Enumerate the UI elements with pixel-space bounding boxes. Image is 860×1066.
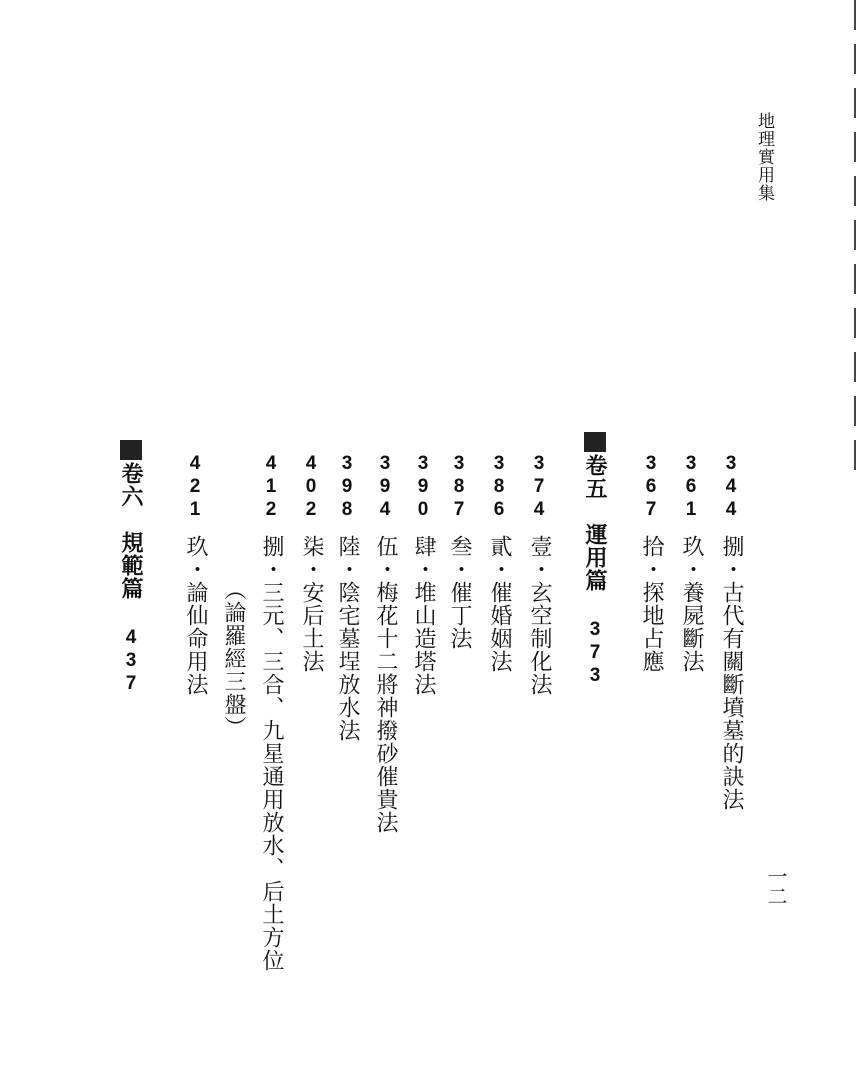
toc-entry[interactable]	[638, 452, 664, 673]
entry-page-number: 4 2 1	[189, 453, 201, 520]
running-header: 地理實用集	[754, 112, 774, 202]
entry-title: 柒・安后土法	[299, 535, 324, 673]
entry-title: 拾・探地占應	[639, 535, 664, 673]
entry-title: 捌・三元、三合、九星通用放水、后土方位	[259, 535, 284, 972]
toc-entry[interactable]	[410, 452, 436, 696]
page-edge	[854, 0, 856, 470]
volume-page-number: 3 7 3	[589, 619, 601, 686]
volume-marker-icon	[120, 440, 142, 460]
toc-entry[interactable]	[446, 452, 472, 650]
volume-marker-icon	[584, 432, 606, 452]
entry-subtitle: （論羅經三盤）	[221, 578, 246, 739]
volume-title: 卷五 運用篇	[582, 454, 608, 592]
entry-title: 伍・梅花十二將神撥砂催貴法	[373, 535, 398, 834]
entry-title: 貳・催婚姻法	[487, 535, 512, 673]
entry-page-number: 3 8 6	[493, 453, 505, 520]
entry-title: 陸・陰宅墓埕放水法	[335, 535, 360, 742]
entry-title: 壹・玄空制化法	[527, 535, 552, 696]
volume-page-number: 4 3 7	[125, 627, 137, 694]
volume-heading[interactable]	[118, 440, 144, 695]
toc-entry[interactable]	[526, 452, 552, 696]
toc-entry[interactable]	[258, 452, 284, 972]
entry-page-number: 3 8 7	[453, 453, 465, 520]
entry-title: 玖・養屍斷法	[679, 535, 704, 673]
page-number: 一二	[764, 866, 788, 906]
entry-page-number: 4 1 2	[265, 453, 277, 520]
entry-title: 玖・論仙命用法	[183, 535, 208, 696]
toc-entry[interactable]	[372, 452, 398, 834]
entry-page-number: 3 6 1	[685, 453, 697, 520]
entry-title: 捌・古代有關斷墳墓的訣法	[719, 535, 744, 811]
volume-title: 卷六 規範篇	[118, 462, 144, 600]
toc-entry[interactable]	[678, 452, 704, 673]
entry-title: 肆・堆山造塔法	[411, 535, 436, 696]
toc-entry-subtitle	[220, 578, 246, 739]
volume-heading[interactable]	[582, 432, 608, 687]
entry-page-number: 3 9 4	[379, 453, 391, 520]
toc-entry[interactable]	[182, 452, 208, 696]
toc-entry[interactable]	[298, 452, 324, 673]
entry-title: 叁・催丁法	[447, 535, 472, 650]
entry-page-number: 3 6 7	[645, 453, 657, 520]
entry-page-number: 3 9 0	[417, 453, 429, 520]
toc-entry[interactable]	[486, 452, 512, 673]
toc-entry[interactable]	[718, 452, 744, 811]
entry-page-number: 3 7 4	[533, 453, 545, 520]
entry-page-number: 4 0 2	[305, 453, 317, 520]
toc-entry[interactable]	[334, 452, 360, 742]
entry-page-number: 3 9 8	[341, 453, 353, 520]
entry-page-number: 3 4 4	[725, 453, 737, 520]
